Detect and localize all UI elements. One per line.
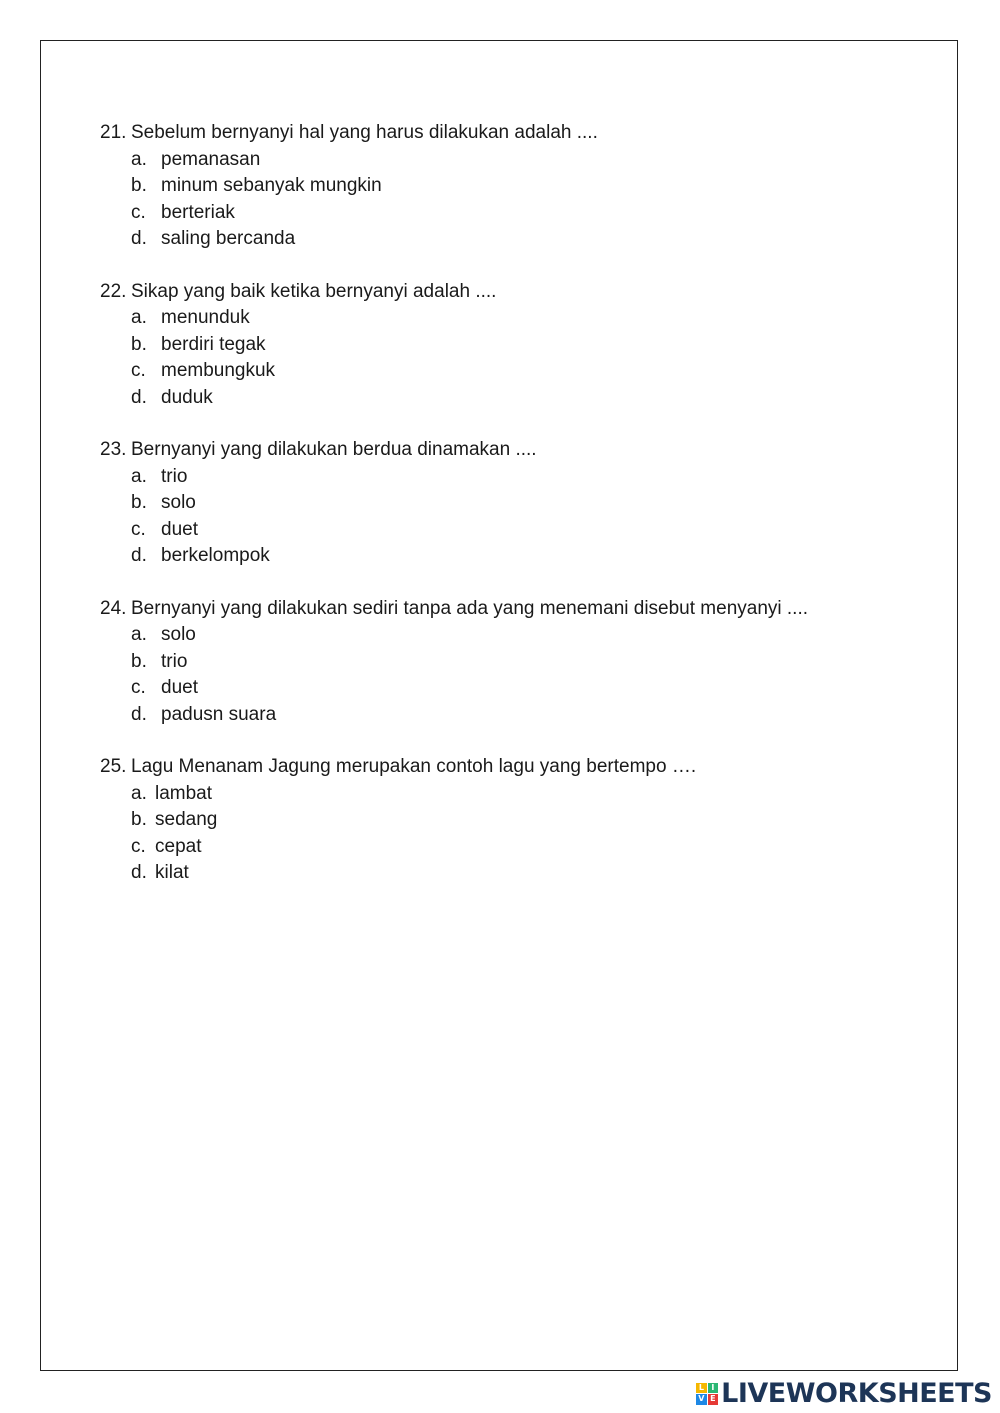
option-b[interactable] (131, 490, 920, 517)
option-a[interactable] (131, 464, 920, 491)
option-d[interactable] (131, 702, 920, 729)
question-number: 22. (100, 280, 127, 302)
option-letter: c. (131, 360, 146, 381)
option-text: saling bercanda (161, 228, 296, 249)
question-23 (100, 437, 920, 570)
option-letter: a. (131, 624, 147, 645)
option-letter: d. (131, 703, 147, 725)
option-text: berdiri tegak (161, 333, 266, 355)
option-text: duduk (161, 386, 213, 408)
option-d[interactable] (131, 226, 920, 253)
option-letter: b. (131, 492, 147, 513)
option-b[interactable] (131, 807, 920, 834)
liveworksheets-logo-text: LIVEWORKSHEETS (721, 1378, 992, 1409)
option-text: trio (161, 650, 188, 672)
option-text: solo (161, 492, 196, 513)
option-text: duet (161, 518, 198, 540)
options-list (131, 147, 920, 253)
option-letter: a. (131, 307, 147, 328)
options-list (131, 622, 920, 728)
option-c[interactable] (131, 834, 920, 861)
question-24 (100, 596, 920, 729)
question-list (100, 120, 920, 913)
question-label: Bernyanyi yang dilakukan sediri tanpa ada yang menemani disebut menyanyi .... (131, 597, 809, 619)
options-list (131, 781, 920, 887)
option-letter: b. (131, 650, 147, 672)
option-letter: a. (131, 782, 147, 804)
question-number: 24. (100, 597, 127, 619)
liveworksheets-logo[interactable] (696, 1378, 992, 1409)
question-label: Lagu Menanam Jagung merupakan contoh lagu yang bertempo …. (131, 756, 697, 777)
option-a[interactable] (131, 622, 920, 649)
option-letter: d. (131, 862, 147, 883)
question-label: Sikap yang baik ketika bernyanyi adalah .... (131, 280, 497, 302)
option-text: kilat (155, 862, 189, 883)
question-label: Sebelum bernyanyi hal yang harus dilakukan adalah .... (131, 122, 598, 143)
option-letter: c. (131, 677, 146, 698)
option-text: menunduk (161, 307, 250, 328)
option-c[interactable] (131, 517, 920, 544)
option-a[interactable] (131, 781, 920, 808)
option-text: padusn suara (161, 703, 277, 725)
question-text (100, 754, 920, 781)
question-text (100, 120, 920, 147)
option-letter: b. (131, 809, 147, 830)
option-letter: a. (131, 465, 147, 487)
liveworksheets-logo-icon (696, 1383, 718, 1405)
option-text: minum sebanyak mungkin (161, 175, 382, 196)
option-letter: b. (131, 175, 147, 196)
option-text: berteriak (161, 201, 235, 223)
option-text: pemanasan (161, 148, 261, 170)
option-text: trio (161, 465, 188, 487)
option-c[interactable] (131, 358, 920, 385)
question-label: Bernyanyi yang dilakukan berdua dinamakan .... (131, 439, 537, 460)
question-number: 23. (100, 439, 127, 460)
question-22 (100, 279, 920, 412)
option-letter: d. (131, 545, 147, 566)
option-letter: d. (131, 386, 147, 408)
question-25 (100, 754, 920, 887)
question-21 (100, 120, 920, 253)
option-letter: c. (131, 201, 146, 223)
option-text: cepat (155, 835, 202, 857)
option-d[interactable] (131, 385, 920, 412)
question-number: 25. (100, 756, 127, 777)
option-letter: c. (131, 835, 146, 857)
option-text: berkelompok (161, 545, 270, 566)
option-b[interactable] (131, 332, 920, 359)
options-list (131, 464, 920, 570)
question-text (100, 279, 920, 306)
question-text (100, 437, 920, 464)
option-d[interactable] (131, 543, 920, 570)
option-letter: d. (131, 228, 147, 249)
logo-mark-v: V (696, 1394, 707, 1405)
logo-mark-l: L (696, 1383, 707, 1394)
option-letter: a. (131, 148, 147, 170)
option-b[interactable] (131, 649, 920, 676)
option-a[interactable] (131, 147, 920, 174)
option-c[interactable] (131, 200, 920, 227)
option-text: lambat (155, 782, 213, 804)
option-a[interactable] (131, 305, 920, 332)
option-letter: c. (131, 518, 146, 540)
option-b[interactable] (131, 173, 920, 200)
logo-mark-e: E (708, 1394, 719, 1405)
option-d[interactable] (131, 860, 920, 887)
option-c[interactable] (131, 675, 920, 702)
question-text (100, 596, 920, 623)
options-list (131, 305, 920, 411)
option-text: duet (161, 677, 198, 698)
option-text: solo (161, 624, 196, 645)
question-number: 21. (100, 122, 127, 143)
option-text: sedang (155, 809, 218, 830)
option-letter: b. (131, 333, 147, 355)
option-text: membungkuk (161, 360, 276, 381)
logo-mark-i: I (708, 1383, 719, 1394)
